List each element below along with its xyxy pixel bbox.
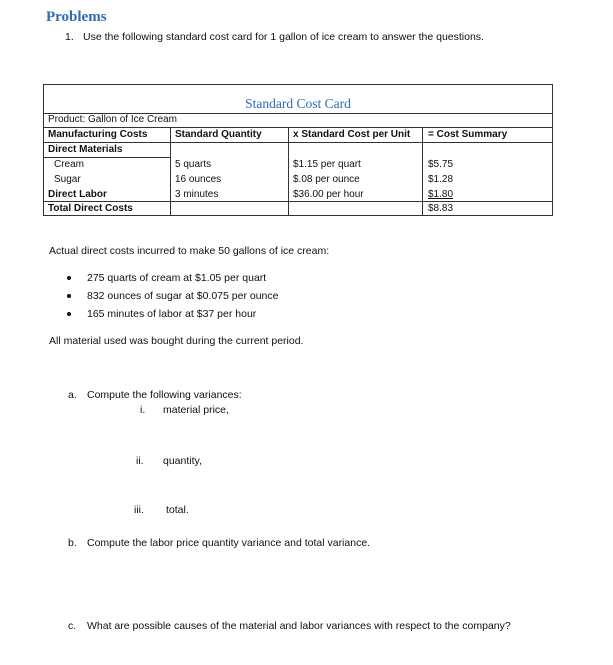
card-title: Standard Cost Card <box>245 96 351 111</box>
card-rule <box>44 157 170 158</box>
row-sugar-name: Sugar <box>54 174 81 185</box>
row-cream-qty: 5 quarts <box>175 159 212 170</box>
product-label: Product: Gallon of Ice Cream <box>48 114 177 125</box>
row-labor-name: Direct Labor <box>48 189 107 200</box>
actual-labor-item: 165 minutes of labor at $37 per hour <box>87 308 257 320</box>
card-rule <box>288 127 289 215</box>
row-cream-name: Cream <box>54 159 85 170</box>
row-cream-total: $5.75 <box>428 159 454 170</box>
question-c-mark: c. <box>68 620 77 632</box>
material-note: All material used was bought during the current period. <box>49 335 304 347</box>
problem-number: 1. <box>65 31 74 43</box>
sub-question-ii-text: quantity, <box>163 455 202 467</box>
sub-question-iii-text: total. <box>166 504 189 516</box>
row-labor-qty: 3 minutes <box>175 189 219 200</box>
header-cost-summary: = Cost Summary <box>428 129 508 140</box>
row-labor-price: $36.00 per hour <box>293 189 364 200</box>
card-rule <box>422 127 423 215</box>
question-a-mark: a. <box>68 389 77 401</box>
row-sugar-total: $1.28 <box>428 174 454 185</box>
problem-intro-text: Use the following standard cost card for 1 gallon of ice cream to answer the questions. <box>83 31 484 43</box>
actual-sugar-item: 832 ounces of sugar at $0.075 per ounce <box>87 290 279 302</box>
card-rule <box>44 142 552 143</box>
question-b-text: Compute the labor price quantity variance and total variance. <box>87 537 371 549</box>
bullet-dot <box>67 276 71 280</box>
bullet-dot <box>67 312 71 316</box>
header-standard-cost-per-unit: x Standard Cost per Unit <box>293 129 411 140</box>
row-cream-price: $1.15 per quart <box>293 159 361 170</box>
problem-intro <box>65 31 484 43</box>
sub-question-i-mark: i. <box>140 404 146 416</box>
sub-question-iii-mark: iii. <box>134 504 144 516</box>
standard-cost-card <box>43 84 553 216</box>
header-manufacturing-costs: Manufacturing Costs <box>48 129 148 140</box>
sub-question-ii-mark: ii. <box>136 455 144 467</box>
row-sugar-qty: 16 ounces <box>175 174 222 185</box>
row-labor-total: $1.80 <box>428 189 454 200</box>
actual-costs-lead: Actual direct costs incurred to make 50 gallons of ice cream: <box>49 245 330 257</box>
card-rule <box>44 127 552 128</box>
question-a-text: Compute the following variances: <box>87 389 242 401</box>
card-rule <box>44 201 552 202</box>
sub-question-i-text: material price, <box>163 404 229 416</box>
card-rule <box>170 127 171 215</box>
question-c-text: What are possible causes of the material and labor variances with respect to the company? <box>87 620 511 632</box>
direct-materials-label: Direct Materials <box>48 144 123 155</box>
header-standard-quantity: Standard Quantity <box>175 129 262 140</box>
total-direct-costs-label: Total Direct Costs <box>48 203 133 214</box>
actual-cream-item: 275 quarts of cream at $1.05 per quart <box>87 272 267 284</box>
section-heading: Problems <box>46 9 107 25</box>
bullet-dot <box>67 294 71 298</box>
row-sugar-price: $.08 per ounce <box>293 174 360 185</box>
question-b-mark: b. <box>68 537 77 549</box>
total-direct-costs-value: $8.83 <box>428 203 454 214</box>
